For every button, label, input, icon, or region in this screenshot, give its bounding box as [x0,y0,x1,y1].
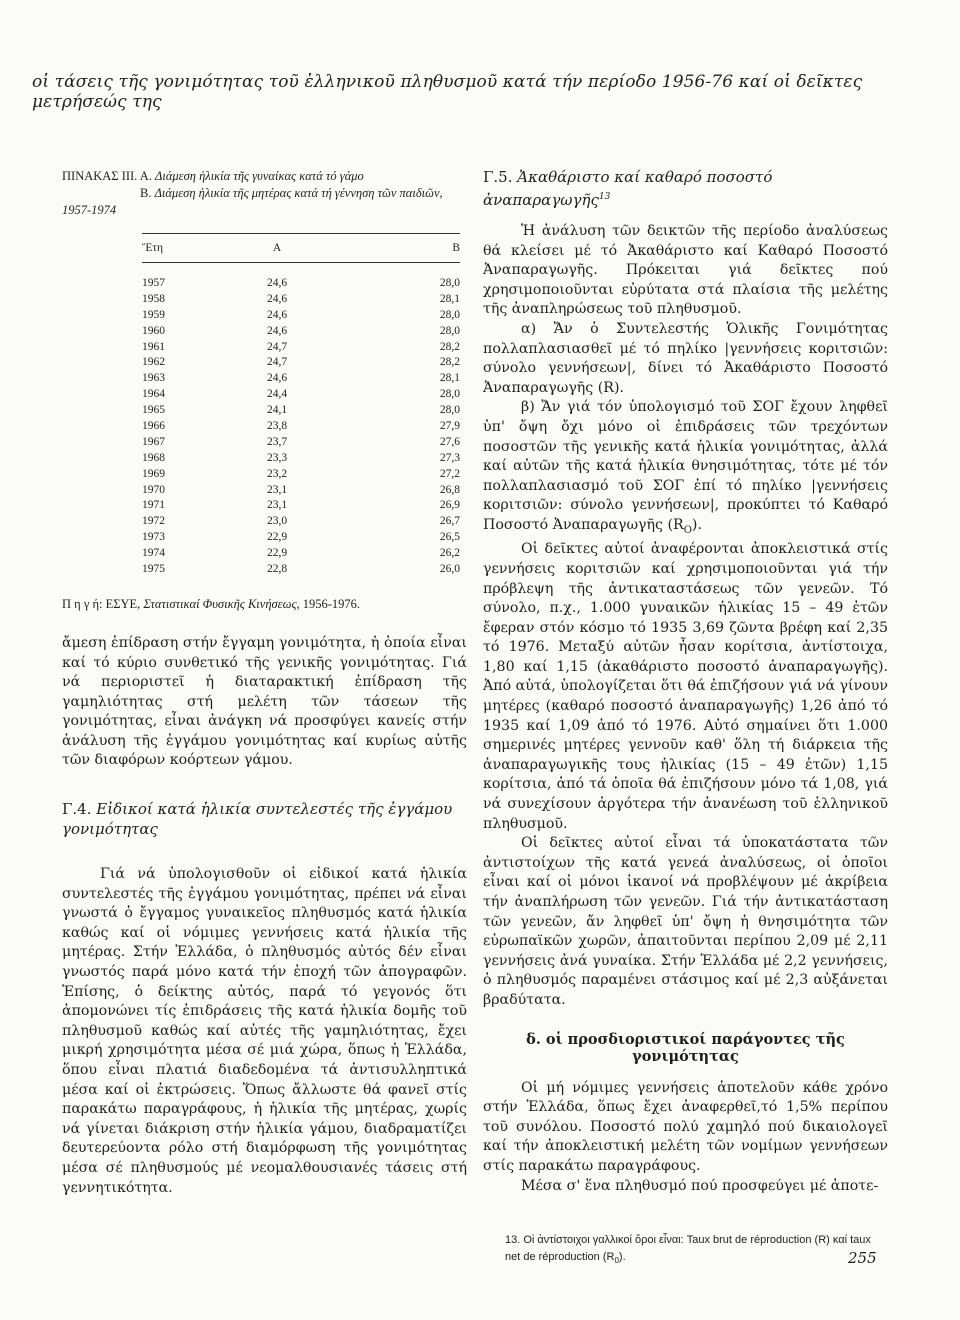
header-b: Β [452,242,460,254]
cell-a: 24,7 [266,356,288,369]
left-paragraph-1: ἄμεση ἐπίδραση στήν ἔγγαμη γονιμότητα, ἡ ὁποία εἶναι καί τό κύριο συνθετικό τῆς γενικῆς γονιμότητας. Γιά νά περιοριστεῖ ἡ διαταρακτική ἐπίδραση τῆς γαμηλιότητας στή μελέτη τῶν τάσεων τῆς γονιμότητας, εἶναι ἀνάγκη νά προσφύγει κανείς στήν ἀνάλυση τῆς ἐγγάμου γονιμότητας καί κυρίως αὐτῆς τῶν διαφόρων κοόρτεων γάμου. [62,634,467,769]
right-paragraph-4: Οἱ δεῖκτες αὐτοί ἀναφέρονται ἀποκλειστικά στίς γεννήσεις κοριτσιῶν καί χρησιμοποιοῦνται γιά τήν πρόβλεψη τῆς ἀντικαταστάσεως τῶν γενεῶν. Τό σύνολο, π.χ., 1.000 γυναικῶν ἡλικίας 15 – 49 ἐτῶν ἔφεραν στόν κόσμο τό 1935 3,69 ζῶντα βρέφη καί 2,35 τό 1976. Μεταξύ αὐτῶν ἦσαν κορίτσια, ἀντίστοιχα, 1,80 καί 1,15 (ἀκαθάριστο ποσοστό ἀναπαραγωγῆς). Ἀπό αὐτά, ὑπολογίζεται ὅτι θά ἐπιζήσουν γιά νά γίνουν μητέρες (καθαρό ποσοστό ἀναπαραγωγῆς) 1,26 ἀπό τό 1935 καί 1,09 ἀπό τό 1976. Αὐτό σημαίνει ὅτι 1.000 σημερινές μητέρες γεννοῦν καθ' ὅλη τή διάρκεια τῆς ἀναπαραγωγικῆς τους ἡλικίας (15 – 49 ἐτῶν) 1,15 κορίτσια, ἀπό τά ὁποῖα θά ἐπιζήσουν μόνο τά 1,08, γιά νά συνεχίσουν ἀργότερα τήν ἀνανέωση τοῦ ἑλληνικοῦ πληθυσμοῦ. [483,541,888,832]
cell-year: 1972 [142,515,165,528]
section-g5-num: Γ.5. [483,168,513,186]
table-row [142,466,460,482]
cell-a: 23,0 [266,515,288,528]
table-row [142,354,460,370]
cell-a: 23,2 [266,467,288,480]
table-source [62,597,467,612]
footnote-ref: 13 [598,192,611,202]
cell-a: 24,4 [266,388,288,401]
cell-b: 26,8 [439,483,460,496]
cell-a: 24,6 [266,372,288,385]
cell-a: 22,9 [266,547,288,560]
section-g4-heading [62,799,467,839]
table-row [142,307,460,323]
caption-b-prefix: Β. [140,186,152,200]
cell-a: 23,1 [266,499,288,512]
header-a: Α [272,242,282,254]
cell-b: 26,9 [439,499,460,512]
right-paragraph-5: Οἱ δεῖκτες αὐτοί εἶναι τά ὑποκατάστατα τῶν ἀντιστοίχων τῆς κατά γενεά ἀναλύσεως, οἱ ὁποῖοι εἶναι καί οἱ μόνοι ἱκανοί νά προβλέψουν μέ ἀκρίβεια τήν ἀναπλήρωση τῶν γενεῶν. Γιά τήν ἀντικατάσταση τῶν γενεῶν, ἄν ληφθεῖ ὑπ' ὄψη ἡ θνησιμότητα τῶν εὐρωπαϊκῶν χωρῶν, ἀπαιτοῦνται περίπου 2,09 μέ 2,11 γεννήσεις ἀνά γυναίκα. Στήν Ἑλλάδα μέ 2,2 γεννήσεις, ὁ πληθυσμός παραμένει στάσιμος καί μέ 2,3 αὐξάνεται βραδύτατα. [483,835,888,1008]
cell-year: 1969 [142,467,165,480]
cell-a: 23,3 [266,451,288,464]
cell-b: 28,0 [439,308,460,321]
source-years: 1956-1976. [302,596,361,611]
section-g5-title: Ἀκαθάριστο καί καθαρό ποσοστό ἀναπαραγωγῆς [483,168,773,209]
cell-year: 1971 [142,499,165,512]
table-caption [62,168,467,219]
table-row [142,370,460,386]
cell-year: 1970 [142,483,165,496]
cell-b: 26,2 [439,547,460,560]
source-prefix: Π η γ ή: ΕΣΥΕ, [62,596,141,611]
cell-year: 1963 [142,372,165,385]
cell-year: 1957 [142,276,165,289]
cell-a: 24,6 [266,308,288,321]
cell-year: 1974 [142,547,165,560]
right-paragraph-1: Ἡ ἀνάλυση τῶν δεικτῶν τῆς περίοδο ἀναλύσεως θά κλείσει μέ τό Ἀκαθάριστο καί Καθαρό Ποσοστό Ἀναπαραγωγῆς. Πρόκειται γιά δεῖκτες πού χρησιμοποιοῦνται εὐρύτατα στά πλαίσια τῆς μελέτης τῆς ἀναπληρώσεως τοῦ πληθυσμοῦ. [483,223,888,318]
right-paragraph-3-end: ). [691,516,702,533]
table-row [142,402,460,418]
cell-b: 26,0 [439,562,460,575]
cell-year: 1960 [142,324,165,337]
cell-year: 1966 [142,419,165,432]
cell-year: 1975 [142,562,165,575]
right-column [483,168,888,1269]
right-paragraph-3 [483,398,888,540]
right-paragraph-6: Οἱ μή νόμιμες γεννήσεις ἀποτελοῦν κάθε χρόνο στήν Ἑλλάδα, ὅπως ἔχει ἀναφερθεῖ,τό 1,5% περίπου τοῦ συνόλου. Ποσοστό πολύ χαμηλό πού δικαιολογεῖ καί τήν ἀποκλειστική μελέτη τῶν νομίμων γεννήσεων στίς παρακάτω παραγράφους. [483,1079,888,1174]
footnote [483,1232,888,1269]
cell-b: 27,9 [439,419,460,432]
left-paragraph-2: Γιά νά ὑπολογισθοῦν οἱ εἰδικοί κατά ἡλικία συντελεστές τῆς ἐγγάμου γονιμότητας, πρέπει νά εἶναι γνωστά ὁ ἔγγαμος γυναικεῖος πληθυσμός κατά ἡλικία καθώς καί οἱ νόμιμες γεννήσεις κατά ἡλικία τῆς μητέρας. Στήν Ἑλλάδα, ὁ πληθυσμός αὐτός δέν εἶναι γνωστός παρά μόνο κατά τήν ἐποχή τῶν ἀπογραφῶν. Ἐπίσης, ὁ δείκτης αὐτός, παρά τό γεγονός ὅτι ἀπομονώνει τίς ἐπιδράσεις τῆς κατά ἡλικία δομῆς τοῦ πληθυσμοῦ καθώς καί αὐτές τῆς γαμηλιότητας, ἔχει μικρή χρησιμότητα μέσα σέ μιά χώρα, ὅπως ἡ Ἑλλάδα, ὅπου εἶναι πλατιά διαδεδομένα τά ἀντισυλληπτικά μέσα καί οἱ ἐκτρώσεις. Ὅπως ἄλλωστε θά φανεῖ στίς παρακάτω παραγράφους, ἡ ἡλικία τῆς μητέρας, χωρίς νά γίνεται διάκριση στήν ἡλικία γάμου, διαδραματίζει δευτερεύοντα ρόλο στή διαμόρφωση τῆς γονιμότητας μέσα σέ πληθυσμούς μέ νεομαλθουσιανές τάσεις στή γεννητικότητα. [62,866,467,1196]
table-row [142,529,460,545]
cell-a: 24,6 [266,324,288,337]
table-row [142,418,460,434]
cell-b: 28,2 [439,340,460,353]
section-g4-title: Εἰδικοί κατά ἡλικία συντελεστές τῆς ἐγγάμου γονιμότητας [62,800,453,839]
cell-year: 1964 [142,388,165,401]
section-g4-num: Γ.4. [62,800,92,819]
cell-b: 28,2 [439,356,460,369]
cell-year: 1967 [142,435,165,448]
cell-a: 24,7 [266,340,288,353]
section-g5-heading [483,167,888,210]
cell-a: 24,6 [266,276,288,289]
cell-b: 27,3 [439,451,460,464]
cell-year: 1965 [142,404,165,417]
cell-a: 23,1 [266,483,288,496]
caption-a: Διάμεση ἡλικία τῆς γυναίκας κατά τό γάμο [155,169,364,183]
right-paragraph-7: Μέσα σ' ἕνα πληθυσμό πού προσφεύγει μέ ἀποτε- [521,1177,879,1194]
table-row [142,275,460,291]
cell-b: 28,0 [439,404,460,417]
cell-a: 22,9 [266,531,288,544]
table-row [142,291,460,307]
cell-b: 27,2 [439,467,460,480]
source-title: Στατιστικαί Φυσικῆς Κινήσεως, [143,596,300,611]
running-header: οἱ τάσεις τῆς γονιμότητας τοῦ ἑλληνικοῦ πληθυσμοῦ κατά τήν περίοδο 1956-76 καί οἱ δεῖκτες μετρήσεώς της [32,72,863,112]
table-row [142,339,460,355]
table-row [142,513,460,529]
cell-a: 23,7 [266,435,288,448]
age-table [142,233,460,577]
caption-prefix: ΠΙΝΑΚΑΣ ΙΙΙ. Α. [62,169,152,183]
cell-year: 1962 [142,356,165,369]
cell-a: 23,8 [266,419,288,432]
right-paragraph-3-sub: O [683,524,692,536]
cell-a: 24,1 [266,404,288,417]
table-row [142,545,460,561]
cell-b: 26,5 [439,531,460,544]
cell-year: 1973 [142,531,165,544]
cell-b: 27,6 [439,435,460,448]
right-paragraph-3-text: β) Ἄν γιά τόν ὑπολογισμό τοῦ ΣΟΓ ἔχουν ληφθεῖ ὑπ' ὄψη ὄχι μόνο οἱ ἐπιδράσεις τῶν τρεχόντων ποσοστῶν τῆς γενικῆς κατά ἡλικία γονιμότητας, ἀλλά καί αὐτῶν τῆς κατά ἡλικία θνησιμότητας, τότε μέ τόν πολλαπλασιασμό τοῦ ΣΟΓ ἐπί τό πηλίκο |γεννήσεις κοριτσιῶν: σύνολο γεννήσεων|, προκύπτει τό Καθαρό Ποσοστό Ἀναπαραγωγῆς (R [483,399,888,533]
right-paragraph-2: α) Ἄν ὁ Συντελεστής Ὁλικῆς Γονιμότητας πολλαπλασιασθεῖ μέ τό πηλίκο |γεννήσεις κοριτσιῶν: σύνολο γεννήσεων|, δίνει τό Ἀκαθάριστο Ποσοστό Ἀναπαραγωγῆς (R). [483,320,888,396]
footnote-sub: 0 [614,1256,619,1266]
table-row [142,434,460,450]
table-row [142,497,460,513]
table-row [142,450,460,466]
cell-b: 28,0 [439,388,460,401]
footnote-text: 13. Οἱ ἀντίστοιχοι γαλλικοί ὅροι εἶναι: Taux brut de réproduction (R) καί taux net de réproduction (R [505,1234,871,1264]
cell-a: 24,6 [266,292,288,305]
cell-b: 28,0 [439,324,460,337]
table-body [142,275,460,577]
table-header-rule [142,262,460,263]
table-row [142,323,460,339]
cell-year: 1958 [142,292,165,305]
table-row [142,482,460,498]
cell-b: 28,1 [439,372,460,385]
cell-b: 26,7 [439,515,460,528]
footnote-end: ). [618,1251,626,1264]
table-header-row [142,234,460,262]
cell-b: 28,0 [439,276,460,289]
caption-b: Διάμεση ἡλικία τῆς μητέρας κατά τή γέννηση τῶν παιδιῶν, 1957-1974 [62,186,443,217]
cell-a: 22,8 [266,562,288,575]
table-row [142,386,460,402]
cell-year: 1959 [142,308,165,321]
left-column [62,168,467,1198]
cell-b: 28,1 [439,292,460,305]
cell-year: 1968 [142,451,165,464]
section-d-heading: δ. οἱ προσδιοριστικοί παράγοντες τῆς γονιμότητας [526,1030,845,1065]
cell-year: 1961 [142,340,165,353]
page-number: 255 [848,1249,877,1267]
table-row [142,561,460,577]
header-years: Ἔτη [142,242,164,254]
